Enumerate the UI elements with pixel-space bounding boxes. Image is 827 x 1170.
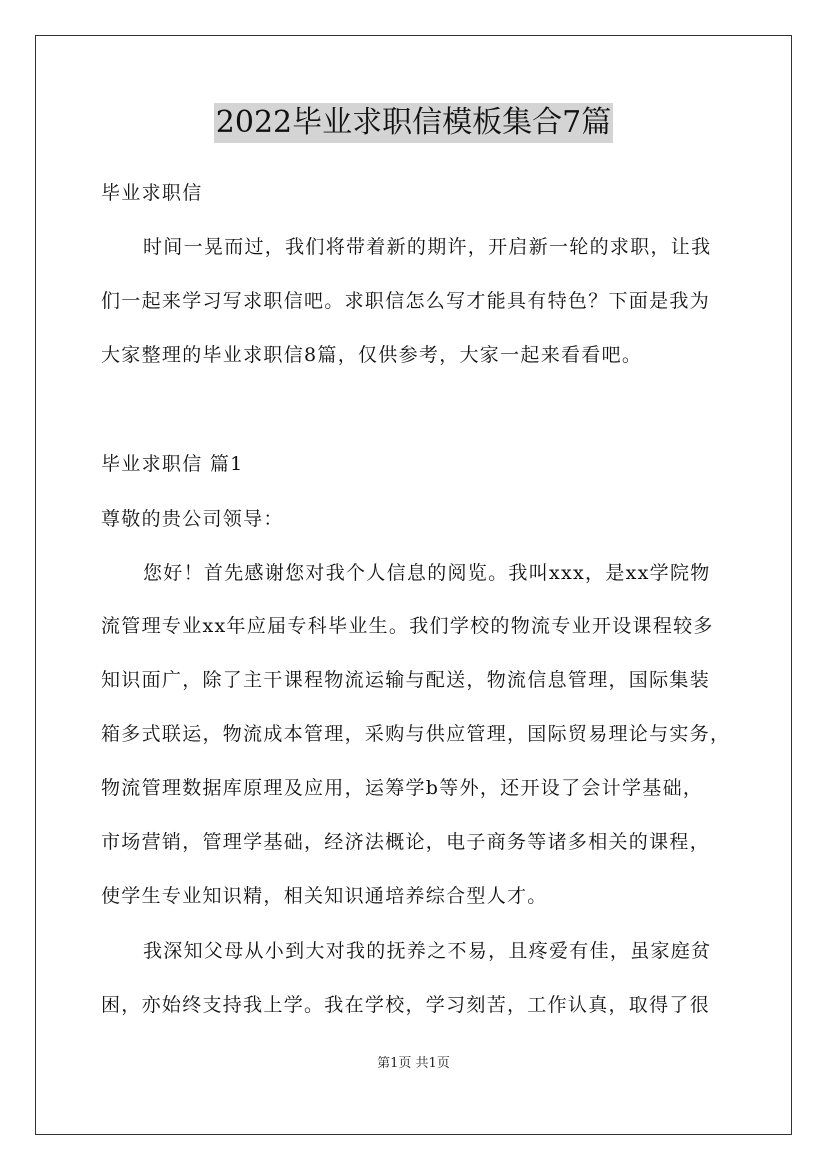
paragraph-line: 箱多式联运，物流成本管理，采购与供应管理，国际贸易理论与实务， (101, 723, 731, 745)
paragraph-line: 困，亦始终支持我上学。我在学校，学习刻苦，工作认真，取得了很 (101, 994, 711, 1016)
title-container (0, 103, 827, 143)
intro-heading: 毕业求职信 (101, 182, 203, 204)
intro-line: 们一起来学习写求职信吧。求职信怎么写才能具有特色？下面是我为 (101, 290, 711, 312)
paragraph-line: 您好！首先感谢您对我个人信息的阅览。我叫xxx，是xx学院物 (143, 562, 711, 584)
section-heading-part1: 毕业求职信 篇1 (101, 453, 244, 475)
paragraph-line: 市场营销，管理学基础，经济法概论，电子商务等诸多相关的课程， (101, 831, 711, 853)
page-footer: 第1页 共1页 (377, 1056, 450, 1071)
paragraph-line: 流管理专业xx年应届专科毕业生。我们学校的物流专业开设课程较多 (101, 615, 714, 637)
paragraph-line: 知识面广，除了主干课程物流运输与配送，物流信息管理，国际集装 (101, 669, 711, 691)
paragraph-line: 使学生专业知识精，相关知识通培养综合型人才。 (101, 885, 548, 907)
intro-line: 大家整理的毕业求职信8篇，仅供参考，大家一起来看看吧。 (101, 344, 643, 366)
salutation: 尊敬的贵公司领导： (101, 508, 284, 530)
intro-line: 时间一晃而过，我们将带着新的期许，开启新一轮的求职，让我 (143, 236, 712, 258)
document-title: 2022毕业求职信模板集合7篇 (214, 103, 613, 143)
paragraph-line: 我深知父母从小到大对我的抚养之不易，且疼爱有佳，虽家庭贫 (143, 940, 712, 962)
paragraph-line: 物流管理数据库原理及应用，运筹学b等外，还开设了会计学基础， (101, 777, 704, 799)
